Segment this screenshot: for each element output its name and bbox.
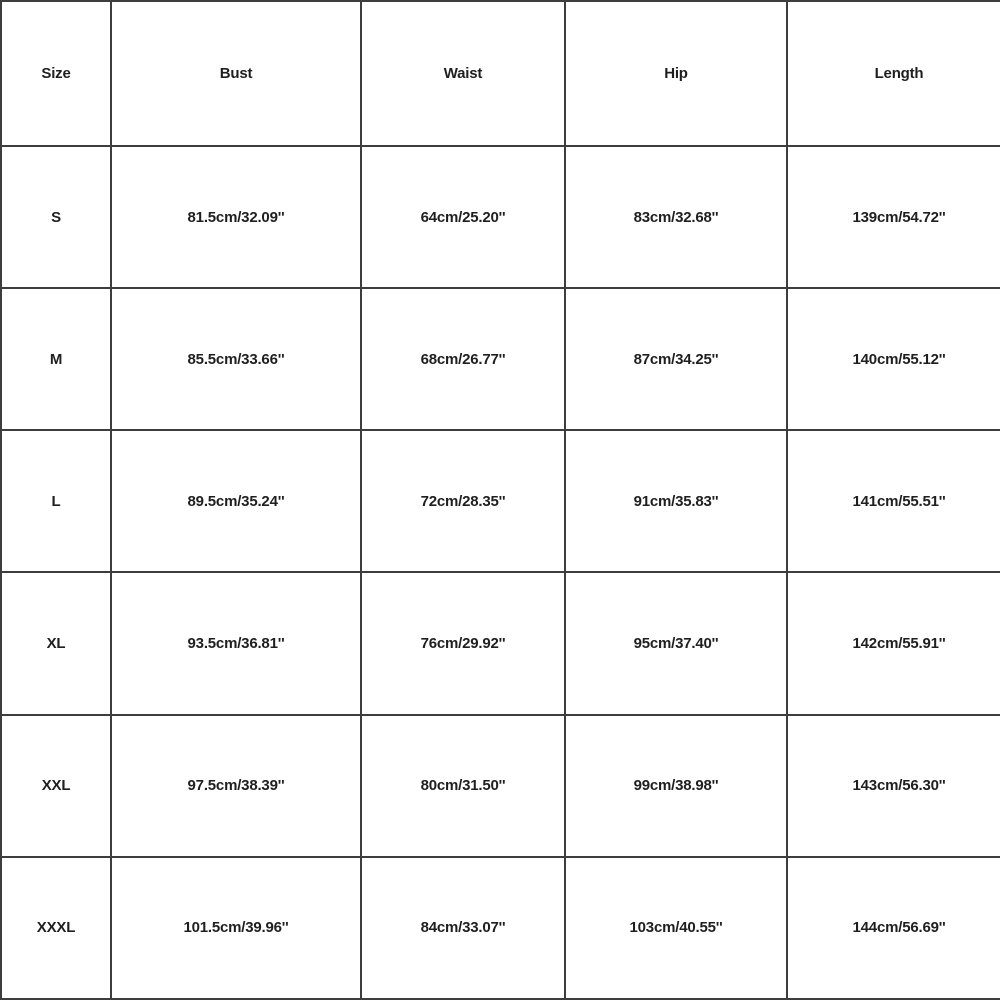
size-label-cell: M	[1, 288, 111, 430]
measurement-cell: 80cm/31.50''	[361, 715, 565, 857]
measurement-cell: 72cm/28.35''	[361, 430, 565, 572]
measurement-cell: 143cm/56.30''	[787, 715, 1000, 857]
table-row	[1, 857, 1000, 999]
size-table-body	[1, 146, 1000, 999]
measurement-cell: 81.5cm/32.09''	[111, 146, 361, 288]
measurement-cell: 84cm/33.07''	[361, 857, 565, 999]
measurement-cell: 93.5cm/36.81''	[111, 572, 361, 714]
measurement-cell: 142cm/55.91''	[787, 572, 1000, 714]
table-row	[1, 430, 1000, 572]
measurement-cell: 97.5cm/38.39''	[111, 715, 361, 857]
measurement-cell: 101.5cm/39.96''	[111, 857, 361, 999]
column-header-hip: Hip	[565, 1, 787, 146]
table-row	[1, 572, 1000, 714]
column-header-size: Size	[1, 1, 111, 146]
measurement-cell: 68cm/26.77''	[361, 288, 565, 430]
size-label-cell: XL	[1, 572, 111, 714]
measurement-cell: 85.5cm/33.66''	[111, 288, 361, 430]
column-header-length: Length	[787, 1, 1000, 146]
column-header-bust: Bust	[111, 1, 361, 146]
measurement-cell: 83cm/32.68''	[565, 146, 787, 288]
table-row	[1, 715, 1000, 857]
measurement-cell: 64cm/25.20''	[361, 146, 565, 288]
size-label-cell: XXXL	[1, 857, 111, 999]
measurement-cell: 76cm/29.92''	[361, 572, 565, 714]
measurement-cell: 89.5cm/35.24''	[111, 430, 361, 572]
size-label-cell: S	[1, 146, 111, 288]
measurement-cell: 91cm/35.83''	[565, 430, 787, 572]
measurement-cell: 99cm/38.98''	[565, 715, 787, 857]
size-label-cell: L	[1, 430, 111, 572]
measurement-cell: 103cm/40.55''	[565, 857, 787, 999]
size-table-head	[1, 1, 1000, 146]
column-header-waist: Waist	[361, 1, 565, 146]
measurement-cell: 87cm/34.25''	[565, 288, 787, 430]
table-row	[1, 288, 1000, 430]
size-table-header-row	[1, 1, 1000, 146]
table-row	[1, 146, 1000, 288]
measurement-cell: 141cm/55.51''	[787, 430, 1000, 572]
measurement-cell: 140cm/55.12''	[787, 288, 1000, 430]
measurement-cell: 139cm/54.72''	[787, 146, 1000, 288]
measurement-cell: 144cm/56.69''	[787, 857, 1000, 999]
size-label-cell: XXL	[1, 715, 111, 857]
measurement-cell: 95cm/37.40''	[565, 572, 787, 714]
